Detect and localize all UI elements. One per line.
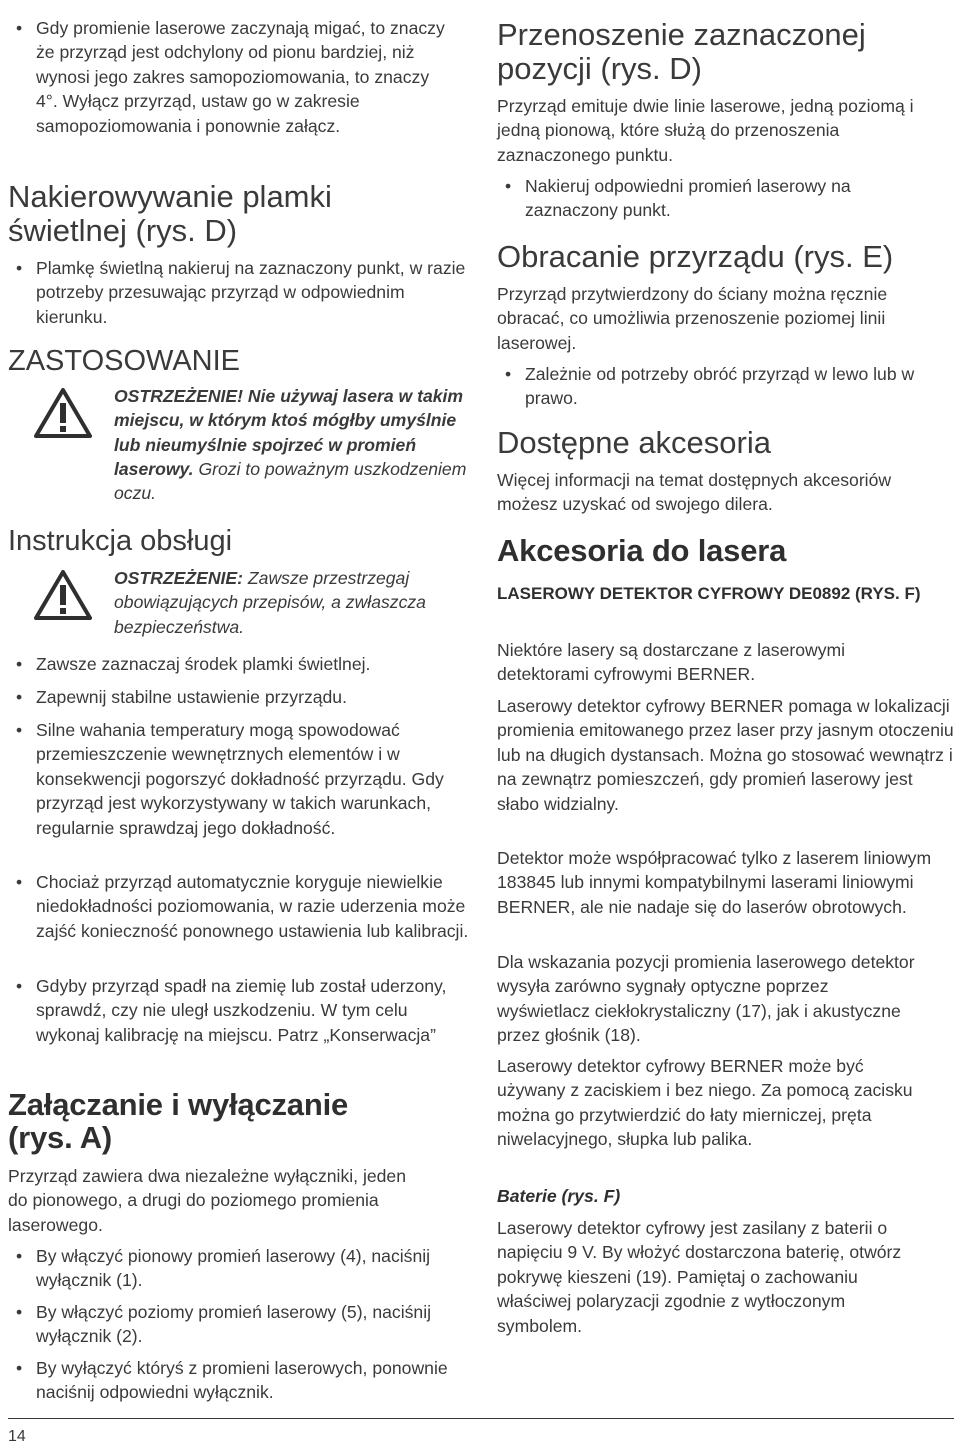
warning-bold-text: Nie używaj lasera w takim miejscu, w którym ktoś mógłby umyślnie lub nieumyślnie spojrzeć w promień laserowy.	[114, 386, 464, 479]
paragraph: Przyrząd przytwierdzony do ściany można ręcznie obracać, co umożliwia przenoszenie poziomej linii laserowej.	[497, 284, 888, 353]
section-heading-accessories: Dostępne akcesoria	[497, 425, 771, 460]
subheading-detector: LASEROWY DETEKTOR CYFROWY DE0892 (RYS. F)	[497, 584, 921, 603]
list-item: • Plamkę świetlną nakieruj na zaznaczony punkt, w razie potrzeby przesuwając przyrząd w odpowiednim kierunku.	[16, 258, 466, 327]
bullet-text: By włączyć poziomy promień laserowy (5), naciśnij wyłącznik (2).	[36, 1302, 432, 1347]
paragraph: Przyrząd emituje dwie linie laserowe, jedną poziomą i jedną pionową, które służą do przenoszenia zaznaczonego punktu.	[497, 96, 914, 165]
list-item: • By wyłączyć któryś z promieni laserowych, ponownie naciśnij odpowiedni wyłącznik.	[16, 1358, 448, 1403]
warning-text: Grozi to poważnym uszkodzeniem oczu.	[114, 458, 467, 504]
list-item: • Silne wahania temperatury mogą spowodować przemieszczenie wewnętrznych elementów i w konsekwencji pogorszyć dokładność przyrządu. Gdy przyrząd jest wykorzystywany w takich warunkach, regularnie sprawdzaj jego dokładność.	[16, 720, 444, 838]
bullet-text: Silne wahania temperatury mogą spowodować przemieszczenie wewnętrznych elementów i w konsekwencji pogorszyć dokładność przyrządu. Gdy przyrząd jest wykorzystywany w takich warunkach, regularnie sprawdzaj jego dokładność.	[36, 720, 444, 838]
list-item: • By włączyć poziomy promień laserowy (5), naciśnij wyłącznik (2).	[16, 1302, 432, 1347]
warning-text: Zawsze przestrzegaj obowiązujących przepisów, a zwłaszcza bezpieczeństwa.	[114, 568, 426, 637]
bullet-text: Zapewnij stabilne ustawienie przyrządu.	[36, 687, 347, 707]
page-number: 14	[8, 1428, 26, 1445]
list-item: • Chociaż przyrząd automatycznie koryguje niewielkie niedokładności poziomowania, w razie uderzenia może zajść konieczność ponownego ustawienia lub kalibracji.	[16, 872, 469, 941]
bullet-text: Nakieruj odpowiedni promień laserowy na zaznaczony punkt.	[525, 176, 851, 221]
list-item: • By włączyć pionowy promień laserowy (4), naciśnij wyłącznik (1).	[16, 1246, 431, 1291]
bullet-text: Gdyby przyrząd spadł na ziemię lub został uderzony, sprawdź, czy nie uległ uszkodzeniu. W tym celu wykonaj kalibrację na miejscu. Patrz „Konserwacja”	[36, 976, 447, 1045]
list-item: • Gdy promienie laserowe zaczynają migać, to znaczy że przyrząd jest odchylony od pionu bardziej, niż wynosi jego zakres samopoziomowania, to znaczy 4°. Wyłącz przyrząd, ustaw go w zakresie samopoziomowania i ponownie załącz.	[16, 18, 445, 136]
subheading-batteries: Baterie (rys. F)	[497, 1186, 621, 1206]
section-heading-spot: Nakierowywanie plamki świetlnej (rys. D)	[8, 179, 332, 248]
bullet-text: By włączyć pionowy promień laserowy (4), naciśnij wyłącznik (1).	[36, 1246, 431, 1291]
warning-triangle-icon	[34, 570, 92, 626]
paragraph: Laserowy detektor cyfrowy jest zasilany z baterii o napięciu 9 V. By włożyć dostarczona baterię, otwórz pokrywę kieszeni (19). Pamiętaj o zachowaniu właściwej polaryzacji zgodnie z wytłoczonym symbolem.	[497, 1218, 902, 1336]
section-heading-rotate: Obracanie przyrządu (rys. E)	[497, 239, 894, 274]
list-item: • Zapewnij stabilne ustawienie przyrządu.	[16, 687, 347, 707]
paragraph: Laserowy detektor cyfrowy BERNER może być używany z zaciskiem i bez niego. Za pomocą zacisku można go przytwierdzić do łaty mierniczej, pręta niwelacyjnego, słupka lub palika.	[497, 1056, 913, 1150]
warning-label: OSTRZEŻENIE!	[114, 386, 244, 406]
bullet-text: Gdy promienie laserowe zaczynają migać, to znaczy że przyrząd jest odchylony od pionu bardziej, niż wynosi jego zakres samopoziomowania, to znaczy 4°. Wyłącz przyrząd, ustaw go w zakresie samopoziomowania i ponownie załącz.	[36, 18, 445, 136]
paragraph: Detektor może współpracować tylko z laserem liniowym 183845 lub innymi kompatybilnymi laserami liniowymi BERNER, ale nie nadaje się do laserów obrotowych.	[497, 848, 932, 917]
bullet-text: By wyłączyć któryś z promieni laserowych, ponownie naciśnij odpowiedni wyłącznik.	[36, 1358, 448, 1403]
warning-block	[8, 384, 476, 505]
paragraph: Przyrząd zawiera dwa niezależne wyłączniki, jeden do pionowego, a drugi do poziomego promienia laserowego.	[8, 1166, 406, 1235]
list-item: • Zawsze zaznaczaj środek plamki świetlnej.	[16, 654, 371, 674]
bullet-text: Plamkę świetlną nakieruj na zaznaczony punkt, w razie potrzeby przesuwając przyrząd w odpowiednim kierunku.	[36, 258, 466, 327]
section-heading-transfer: Przenoszenie zaznaczonej pozycji (rys. D)	[497, 17, 866, 86]
bullet-text: Zależnie od potrzeby obróć przyrząd w lewo lub w prawo.	[525, 364, 915, 409]
paragraph: Dla wskazania pozycji promienia laserowego detektor wysyła zarówno sygnały optyczne poprzez wyświetlacz ciekłokrystaliczny (17), jak i akustyczne przez głośnik (18).	[497, 952, 915, 1046]
warning-block	[8, 566, 476, 639]
list-item: • Nakieruj odpowiedni promień laserowy na zaznaczony punkt.	[505, 176, 851, 221]
section-heading-instructions: Instrukcja obsługi	[8, 525, 233, 557]
warning-triangle-icon	[34, 388, 92, 444]
paragraph: Laserowy detektor cyfrowy BERNER pomaga w lokalizacji promienia emitowanego przez laser przy jasnym otoczeniu lub na długich dystansach. Można go stosować wewnątrz i na zewnątrz pomieszczeń, gdy promień laserowy jest słabo widzialny.	[497, 696, 954, 814]
list-item: • Zależnie od potrzeby obróć przyrząd w lewo lub w prawo.	[505, 364, 915, 409]
section-heading-application: ZASTOSOWANIE	[8, 345, 241, 377]
section-heading-laser-accessories: Akcesoria do lasera	[497, 533, 787, 568]
paragraph: Więcej informacji na temat dostępnych akcesoriów możesz uzyskać od swojego dilera.	[497, 470, 892, 515]
paragraph: Niektóre lasery są dostarczane z laserowymi detektorami cyfrowymi BERNER.	[497, 640, 846, 685]
bullet-text: Zawsze zaznaczaj środek plamki świetlnej.	[36, 654, 371, 674]
section-heading-switch: Załączanie i wyłączanie (rys. A)	[8, 1087, 349, 1155]
warning-label: OSTRZEŻENIE:	[114, 568, 244, 588]
bullet-text: Chociaż przyrząd automatycznie koryguje niewielkie niedokładności poziomowania, w razie uderzenia może zajść konieczność ponownego ustawienia lub kalibracji.	[36, 872, 469, 941]
footer-divider	[8, 1418, 954, 1419]
list-item: • Gdyby przyrząd spadł na ziemię lub został uderzony, sprawdź, czy nie uległ uszkodzeniu. W tym celu wykonaj kalibrację na miejscu. Patrz „Konserwacja”	[16, 976, 447, 1045]
